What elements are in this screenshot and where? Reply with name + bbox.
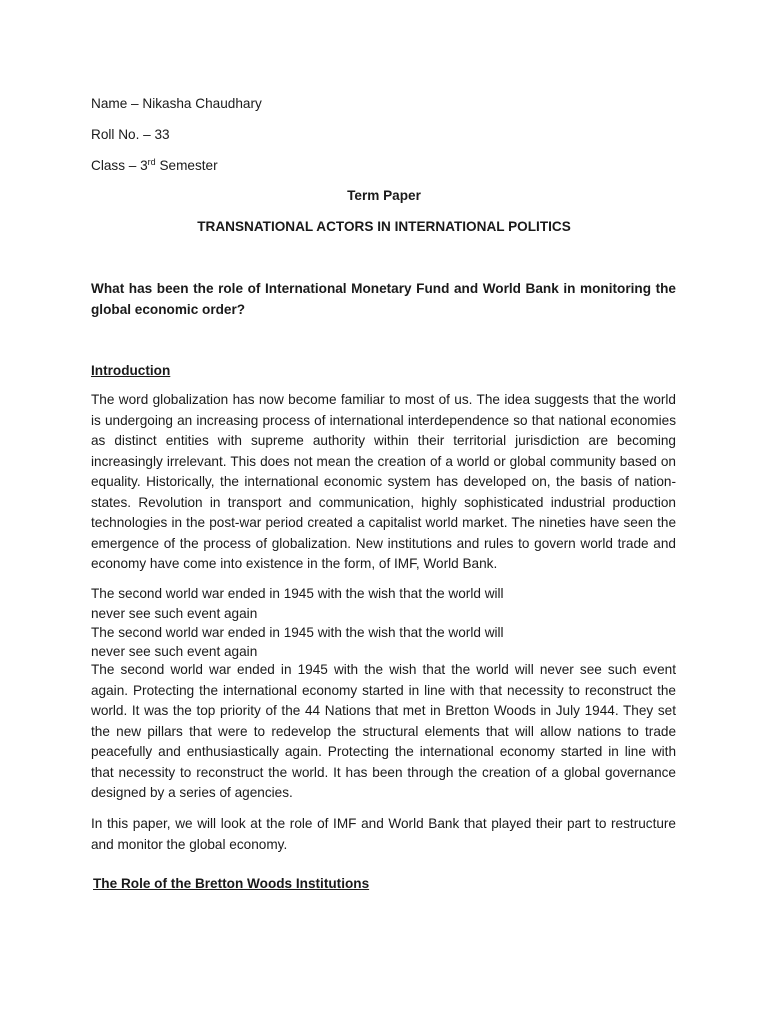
bretton-woods-heading: The Role of the Bretton Woods Institutions xyxy=(93,876,370,891)
repeated-line-3: The second world war ended in 1945 with the wish that the world will xyxy=(91,625,504,640)
class-prefix: Class – 3 xyxy=(91,158,148,173)
introduction-paragraph-1: The word globalization has now become familiar to most of us. The idea suggests that the world is undergoing an increasing process of international interdependence so that national economies as distinct entities with supreme authority within their territorial jurisdiction are becoming increasingly irrelevant. This does not mean the creation of a world or global community based on equality. Historically, the international economic system has developed on, the basis of nation-states. Revolution in transport and communication, highly sophisticated industrial production technologies in the post-war period created a capitalist world market. The nineties have seen the emergence of the process of globalization. New institutions and rules to govern world trade and economy have come into existence in the form, of IMF, World Bank. xyxy=(91,392,676,571)
class-suffix: Semester xyxy=(155,158,218,173)
introduction-paragraph-3: In this paper, we will look at the role of IMF and World Bank that played their part to restructure and monitor the global economy. xyxy=(91,816,676,852)
class-semester xyxy=(91,157,218,175)
introduction-heading: Introduction xyxy=(91,363,171,378)
roll-number: Roll No. – 33 xyxy=(91,127,170,142)
research-question: What has been the role of International Monetary Fund and World Bank in monitoring the global economic order? xyxy=(91,281,676,317)
paper-topic: TRANSNATIONAL ACTORS IN INTERNATIONAL POLITICS xyxy=(197,219,571,234)
student-name: Name – Nikasha Chaudhary xyxy=(91,96,262,111)
repeated-line-2: never see such event again xyxy=(91,606,258,621)
repeated-line-1: The second world war ended in 1945 with the wish that the world will xyxy=(91,586,504,601)
repeated-line-4: never see such event again xyxy=(91,644,258,659)
introduction-paragraph-2: The second world war ended in 1945 with the wish that the world will never see such event again. Protecting the international economy started in line with that necessity to reconstruct the world. It was the top priority of the 44 Nations that met in Bretton Woods in July 1944. They set the new pillars that were to redevelop the structural elements that will allow nations to trade peacefully and enthusiastically again. Protecting the international economy started in line with that necessity to reconstruct the world. It has been through the creation of a global governance designed by a series of agencies. xyxy=(91,662,676,800)
class-superscript: rd xyxy=(147,157,156,167)
paper-kind: Term Paper xyxy=(347,188,421,203)
